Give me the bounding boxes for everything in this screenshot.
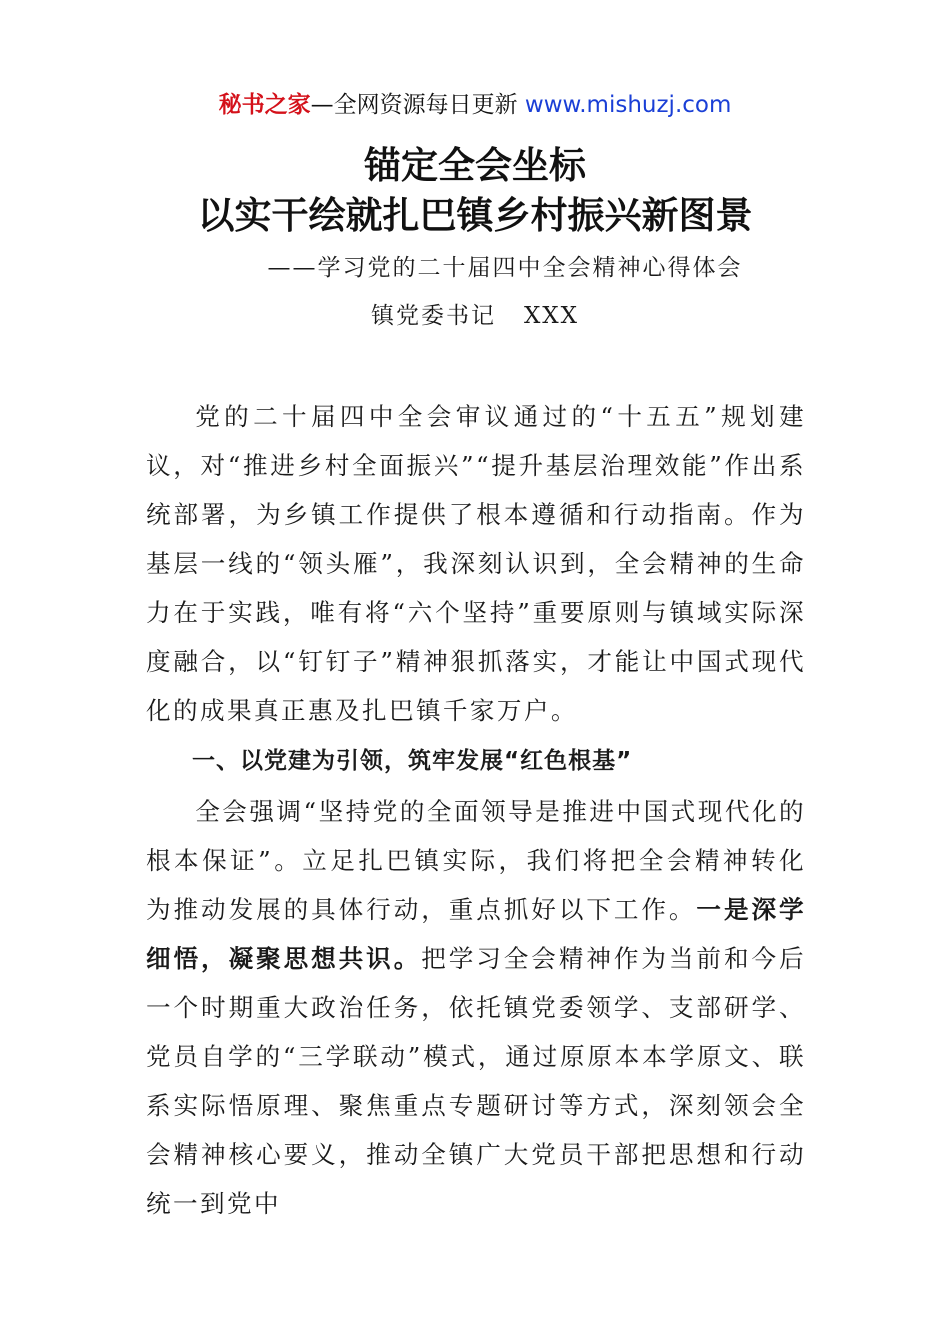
document-subtitle: ——学习党的二十届四中全会精神心得体会: [267, 255, 743, 281]
intro-paragraph: 党的二十届四中全会审议通过的“十五五”规划建议，对“推进乡村全面振兴”“提升基层治理效能”作出系统部署，为乡镇工作提供了根本遵循和行动指南。作为基层一线的“领头雁”，我深刻认识到，全会精神的生命力在于实践，唯有将“六个坚持”重要原则与镇域实际深度融合，以“钉钉子”精神狠抓落实，才能让中国式现代化的成果真正惠及扎巴镇千家万户。: [146, 402, 806, 725]
banner-slogan: —全网资源每日更新: [310, 92, 525, 118]
author-role: 镇党委书记: [370, 303, 496, 329]
source-banner: [0, 88, 950, 122]
point-title: 一是深学细悟，凝聚思想共识。: [146, 895, 806, 973]
brand-name: 秘书之家: [218, 92, 311, 118]
document-title-line-1: 锚定全会坐标: [364, 143, 586, 187]
website-link[interactable]: www.mishuzj.com: [524, 92, 732, 118]
section-heading: 一、以党建为引领，筑牢发展“红色根基”: [192, 748, 633, 774]
document-title-line-2: 以实干绘就扎巴镇乡村振兴新图景: [197, 193, 753, 237]
author-name: XXX: [523, 303, 580, 329]
section-lead-text: 全会强调“坚持党的全面领导是推进中国式现代化的根本保证”。立足扎巴镇实际，我们将把全会精神转化为推动发展的具体行动，重点抓好以下工作。: [146, 797, 806, 924]
point-text: 把学习全会精神作为当前和今后一个时期重大政治任务，依托镇党委领学、支部研学、党员自学的“三学联动”模式，通过原原本本学原文、联系实际悟原理、聚焦重点专题研讨等方式，深刻领会全会精神核心要义，推动全镇广大党员干部把思想和行动统一到党中: [146, 944, 806, 1218]
section-lead-paragraph: [146, 787, 806, 1228]
author-line: [0, 298, 950, 334]
document-body: [146, 392, 806, 1228]
